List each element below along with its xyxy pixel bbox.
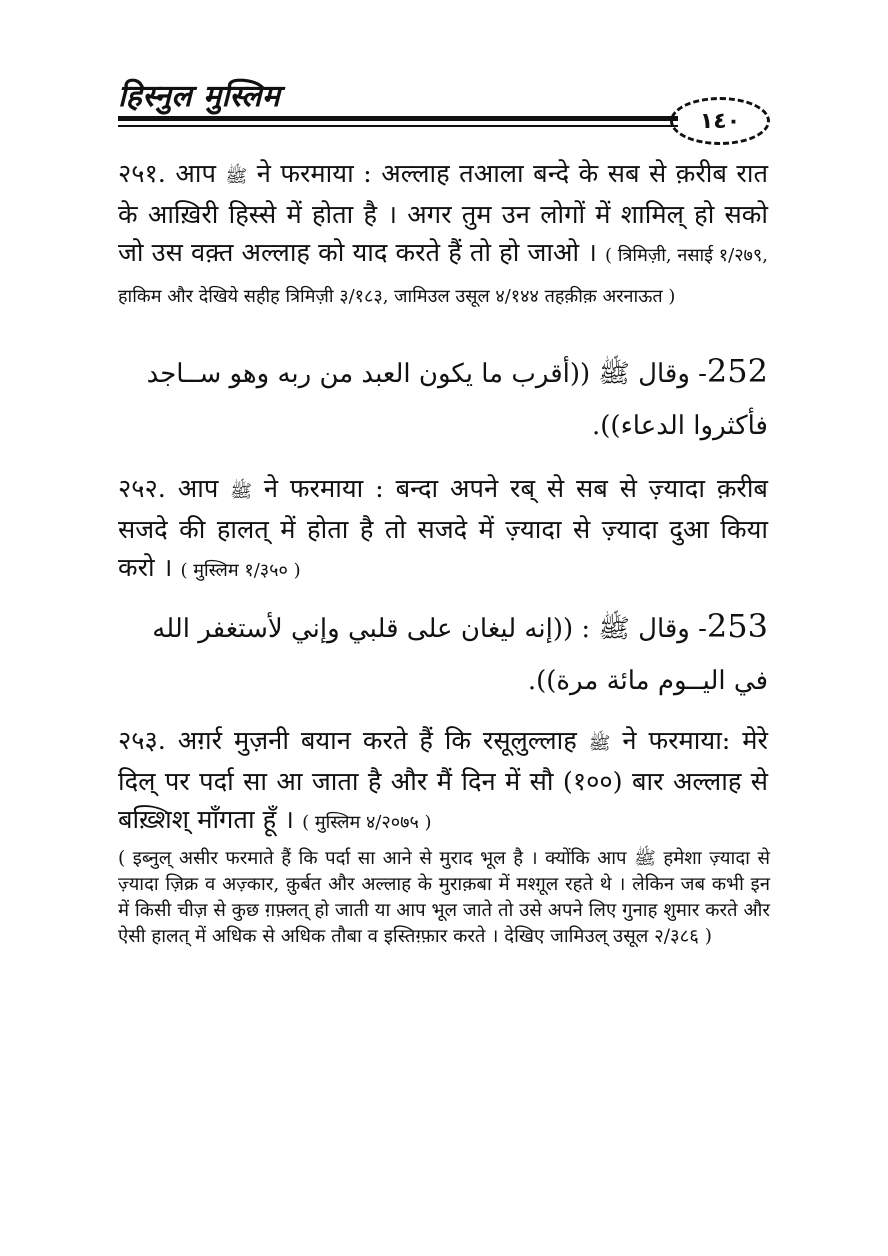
hadith-number: 253 — [706, 607, 768, 645]
translation-text-end: ने फरमाया: मेरे दिल् पर पर्दा सा आ जाता है और मैं दिन में सौ (१००) बार अल्लाह से बख़्शिश् माँगता हूँ । — [118, 726, 768, 835]
translation-text-start: २५२. आप — [118, 474, 219, 504]
salutation-glyph: ﷺ — [230, 481, 252, 502]
salutation-glyph: ﷺ — [225, 166, 248, 187]
arabic-hadith-252 — [118, 345, 768, 452]
hadith-translation-252 — [118, 470, 768, 590]
header-rule-thin — [118, 125, 678, 127]
translation-text-end: ने फरमाया : अल्लाह तआला बन्दे के सब से क़रीब रात के आख़िरी हिस्से में होता है । अगर तुम उन लोगों में शामिल् हो सको जो उस वक़्त अल्लाह को याद करते हैं तो हो जाओ । — [118, 159, 768, 268]
arabic-text: - وقال ﷺ : ((إنه ليغان على قلبي وإني لأستغفر الله في اليــوم مائة مرة)). — [152, 614, 768, 696]
note-text-start: ( इब्नुल् असीर फरमाते हैं कि पर्दा सा आने से मुराद भूल है । क्योंकि आप — [118, 848, 627, 869]
arabic-text: - وقال ﷺ ((أقرب ما يكون العبد من ربه وهو ســاجد فأكثروا الدعاء)). — [146, 359, 768, 441]
hadith-translation-253 — [118, 722, 768, 842]
translation-text-end: ने फरमाया : बन्दा अपने रब् से सब से ज़्यादा क़रीब सजदे की हालत् में होता है तो सजदे में ज़्यादा से ज़्यादा दुआ किया करो । — [118, 474, 768, 583]
translation-text-start: २५१. आप — [118, 159, 216, 189]
salutation-glyph: ﷺ — [634, 848, 656, 869]
page-number-badge: ١٤٠ — [670, 97, 770, 145]
hadith-reference: ( मुस्लिम ४/२०७५ ) — [302, 812, 432, 833]
arabic-hadith-253 — [118, 600, 768, 707]
header-rule-thick — [118, 116, 678, 121]
hadith-reference: ( त्रिमिज़ी, नसाई १/२७९, हाकिम और देखिये सहीह त्रिमिज़ी ३/१८३, जामिउल उसूल ४/१४४ तहक़ीक़ अरनाऊत ) — [118, 245, 768, 307]
explanatory-note — [118, 846, 770, 950]
page-title: हिस्नुल मुस्लिम — [118, 79, 281, 114]
translation-text-start: २५३. अग़र्र मुज़नी बयान करते हैं कि रसूलुल्लाह — [118, 726, 577, 756]
hadith-reference: ( मुस्लिम १/३५० ) — [180, 560, 301, 581]
note-text-end: हमेशा ज़्यादा से ज़्यादा ज़िक्र व अज़्कार, क़ुर्बत और अल्लाह के मुराक़बा में मश्ग़ूल रहते थे । लेकिन जब कभी इन में किसी चीज़ से कुछ ग़फ़्लत् हो जाती या आप भूल जाते तो उसे अपने लिए गुनाह शुमार करते और ऐसी हालत् में अधिक से अधिक तौबा व इस्तिग़्फ़ार करते । देखिए जामिउल् उसूल २/३८६ ) — [118, 848, 770, 947]
hadith-translation-251 — [118, 155, 768, 316]
salutation-glyph: ﷺ — [588, 733, 611, 754]
hadith-number: 252 — [706, 352, 768, 390]
